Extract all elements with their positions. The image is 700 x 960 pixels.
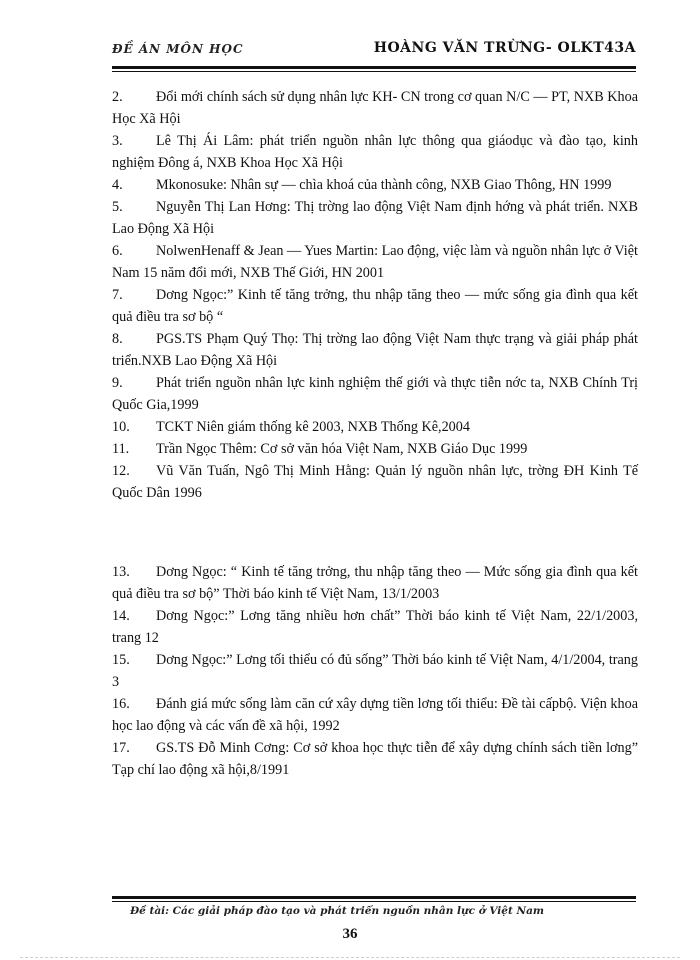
header-rule — [112, 66, 636, 69]
reference-number: 8. — [112, 331, 123, 347]
reference-text: Vũ Văn Tuấn, Ngô Thị Minh Hằng: Quản lý nguồn nhân lực, trờng ĐH Kinh Tế Quốc Dân 1996 — [112, 463, 638, 501]
reference-text: NolwenHenaff & Jean — Yues Martin: Lao động, việc làm và nguồn nhân lực ở Việt Nam 15 năm đổi mới, NXB Thế Giới, HN 2001 — [112, 243, 638, 281]
footer-rule — [112, 896, 636, 899]
reference-item — [112, 649, 638, 693]
reference-item — [112, 416, 638, 438]
reference-number: 13. — [112, 564, 130, 580]
reference-number: 7. — [112, 287, 123, 303]
reference-item — [112, 130, 638, 174]
reference-number: 2. — [112, 89, 123, 105]
reference-item — [112, 605, 638, 649]
footer-topic: Đề tài: Các giải pháp đào tạo và phát triển nguồn nhân lực ở Việt Nam — [130, 905, 544, 917]
reference-text: Mkonosuke: Nhân sự — chìa khoá của thành công, NXB Giao Thông, HN 1999 — [156, 177, 612, 193]
reference-number: 11. — [112, 441, 130, 457]
reference-text: Phát triển nguồn nhân lực kinh nghiệm thế giới và thực tiễn nớc ta, NXB Chính Trị Quốc Gia,1999 — [112, 375, 638, 413]
reference-text: Đổi mới chính sách sử dụng nhân lực KH- CN trong cơ quan N/C — PT, NXB Khoa Học Xã Hội — [112, 89, 638, 127]
reference-item — [112, 460, 638, 504]
reference-item — [112, 86, 638, 130]
reference-item — [112, 737, 638, 781]
reference-text: Dơng Ngọc: “ Kinh tế tăng trởng, thu nhập tăng theo — Mức sống gia đình qua kết quả điều tra sơ bộ” Thời báo kinh tế Việt Nam, 13/1/2003 — [112, 564, 638, 602]
reference-text: GS.TS Đỗ Minh Cơng: Cơ sở khoa học thực tiễn để xây dựng chính sách tiền lơng” Tạp chí lao động xã hội,8/1991 — [112, 740, 638, 778]
reference-item — [112, 561, 638, 605]
reference-text: Đánh giá mức sống làm căn cứ xây dựng tiền lơng tối thiểu: Đề tài cấpbộ. Viện khoa học lao động và các vấn đề xã hội, 1992 — [112, 696, 638, 734]
reference-item — [112, 174, 638, 196]
reference-text: Lê Thị Ái Lâm: phát triển nguồn nhân lực thông qua giáodục và đào tạo, kinh nghiệm Đông á, NXB Khoa Học Xã Hội — [112, 133, 638, 171]
reference-text: Dơng Ngọc:” Kinh tế tăng trởng, thu nhập tăng theo — mức sống gia đình qua kết quả điều tra sơ bộ “ — [112, 287, 638, 325]
reference-item — [112, 693, 638, 737]
reference-number: 12. — [112, 463, 130, 479]
reference-item — [112, 240, 638, 284]
reference-text: Dơng Ngọc:” Lơng tối thiểu có đủ sống” Thời báo kinh tế Việt Nam, 4/1/2004, trang 3 — [112, 652, 638, 690]
reference-text: PGS.TS Phạm Quý Thọ: Thị trờng lao động Việt Nam thực trạng và giải pháp phát triển.NXB Lao Động Xã Hội — [112, 331, 638, 369]
reference-item — [112, 284, 638, 328]
reference-item — [112, 328, 638, 372]
header-author: HOÀNG VĂN TRỪNG- OLKT43A — [373, 40, 636, 56]
page-header — [112, 40, 636, 66]
reference-number: 4. — [112, 177, 123, 193]
reference-number: 16. — [112, 696, 130, 712]
reference-text: Nguyễn Thị Lan Hơng: Thị trờng lao động Việt Nam định hớng và phát triển. NXB Lao Động Xã Hội — [112, 199, 638, 237]
reference-number: 14. — [112, 608, 130, 624]
footer-rule-thin — [112, 901, 636, 902]
reference-number: 9. — [112, 375, 123, 391]
reference-number: 6. — [112, 243, 123, 259]
reference-item — [112, 196, 638, 240]
reference-list — [112, 86, 638, 781]
reference-text: Dơng Ngọc:” Lơng tăng nhiều hơn chất” Thời báo kinh tế Việt Nam, 22/1/2003, trang 12 — [112, 608, 638, 646]
reference-number: 15. — [112, 652, 130, 668]
reference-item — [112, 372, 638, 416]
reference-text: Trần Ngọc Thêm: Cơ sở văn hóa Việt Nam, NXB Giáo Dục 1999 — [156, 441, 528, 457]
section-gap — [112, 504, 638, 561]
header-rule-thin — [112, 71, 636, 72]
reference-item — [112, 438, 638, 460]
reference-text: TCKT Niên giám thống kê 2003, NXB Thống Kê,2004 — [156, 419, 470, 435]
page-break-line — [20, 957, 680, 958]
reference-number: 3. — [112, 133, 123, 149]
reference-number: 5. — [112, 199, 123, 215]
reference-number: 17. — [112, 740, 130, 756]
page-number: 36 — [342, 926, 358, 942]
header-course-label: ĐỀ ÁN MÔN HỌC — [112, 42, 244, 56]
reference-number: 10. — [112, 419, 130, 435]
